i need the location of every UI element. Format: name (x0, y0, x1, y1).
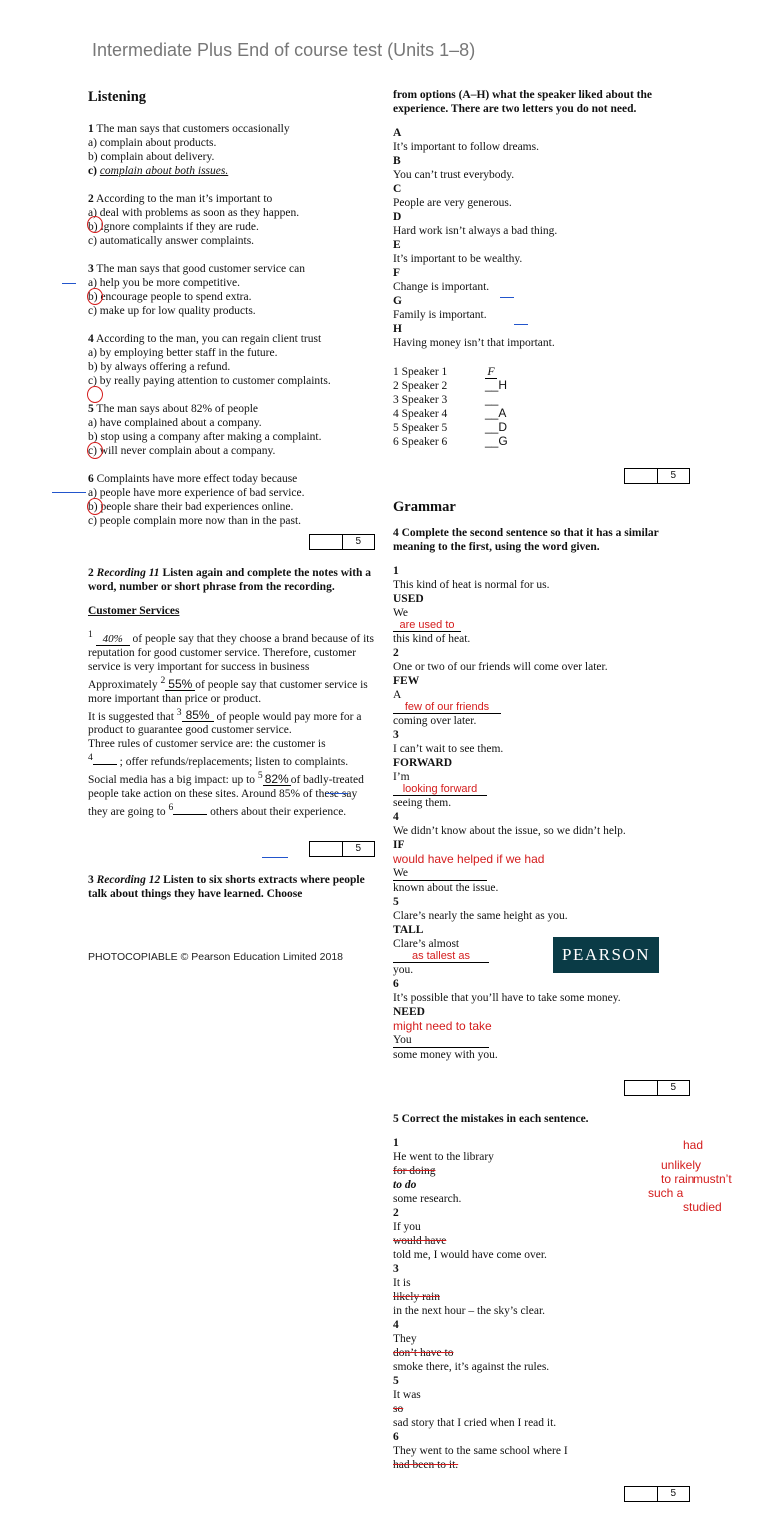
score-box: 5 (624, 1080, 690, 1096)
score-box: 5 (309, 841, 375, 857)
score-box: 5 (624, 1486, 690, 1502)
question-1-4: 4 According to the man, you can regain client trust a) by employing better staff in the future. b) by always offering a refund. c) by really paying attention to customer complaints. (88, 332, 378, 388)
right-column (393, 88, 732, 1518)
q3-instruction: 3 Recording 12 Listen to six shorts extracts where people talk about things they have learned. Choose (88, 873, 365, 900)
score-box: 5 (624, 468, 690, 484)
option[interactable]: c) automatically answer complaints. (88, 235, 255, 247)
option[interactable]: b) people share their bad experiences online. (88, 501, 294, 513)
q4-item: 6 It’s possible that you’ll have to take some money. NEED might need to take You some money with you. (393, 977, 693, 1062)
answer-circle (87, 288, 103, 305)
speaker-answers: 1 Speaker 1 F 2 Speaker 2 __ H 3 Speaker 3 __ 4 Speaker 4 __ A 5 Speaker 5 __ D 6 Speaker 6 __ G (393, 364, 508, 448)
blue-tick-mark (514, 324, 528, 325)
option[interactable]: b) stop using a company after making a complaint. (88, 431, 322, 443)
option[interactable]: b) ignore complaints if they are rude. (88, 221, 259, 233)
option[interactable]: a) help you be more competitive. (88, 277, 241, 289)
speaker-answer[interactable]: G (498, 434, 508, 448)
question-1-6: 6 Complaints have more effect today because a) people have more experience of bad service. b) people share their bad experiences online. c) people complain more now than in the past. (88, 472, 378, 528)
option[interactable]: c) make up for low quality products. (88, 305, 256, 317)
speaker-answer[interactable]: D (498, 420, 508, 434)
answer-circle (87, 498, 103, 515)
answer-field[interactable]: few of our friends (393, 702, 501, 714)
answer-field[interactable]: as tallest as (393, 951, 489, 963)
grammar-title: Grammar (393, 499, 456, 515)
option[interactable]: a) people have more experience of bad service. (88, 487, 305, 499)
q4-item: 5 Clare’s nearly the same height as you. TALL Clare’s almost as tallest as you. (393, 896, 568, 976)
answer-blank-1[interactable]: 40% (96, 634, 130, 646)
blue-tick-mark (52, 492, 86, 493)
option[interactable]: a) complain about products. (88, 137, 217, 149)
option[interactable]: a) deal with problems as soon as they happen. (88, 207, 300, 219)
option[interactable]: a) by employing better staff in the future. (88, 347, 278, 359)
page-title: Intermediate Plus End of course test (Units 1–8) (92, 40, 476, 60)
q4-item: 4 We didn’t know about the issue, so we didn’t help. IF would have helped if we had We known about the issue. (393, 810, 693, 895)
customer-services-subtitle: Customer Services (88, 605, 180, 617)
q4-instruction: 4 Complete the second sentence so that it has a similar meaning to the first, using the word given. (393, 527, 659, 553)
option[interactable]: c) people complain more now than in the past. (88, 515, 302, 527)
answer-blank-4[interactable] (93, 764, 117, 765)
correction: mustn’t (693, 1172, 732, 1186)
correction: unlikely to rain (661, 1158, 702, 1186)
correction: such a (648, 1186, 684, 1200)
q3-options: A It’s important to follow dreams. B You can’t trust everybody. C People are very generous. D Hard work isn’t always a bad thing. E It’s important to be wealthy. F Change is important. G Family is important. H Having money isn’t that important. (393, 127, 558, 349)
answer-circle (87, 386, 103, 403)
answer-field[interactable]: are used to (393, 620, 461, 632)
option[interactable]: b) encourage people to spend extra. (88, 291, 252, 303)
blue-tick-mark (62, 283, 76, 284)
blue-tick-mark (262, 857, 288, 858)
q4-item: 1 This kind of heat is normal for us. USED We are used to this kind of heat. (393, 565, 550, 645)
question-1-3: 3 The man says that good customer service can a) help you be more competitive. b) encourage people to spend extra. c) make up for low quality products. (88, 262, 378, 318)
option[interactable]: b) complain about delivery. (88, 151, 215, 163)
listening-title: Listening (88, 89, 147, 105)
option[interactable]: c) complain about both issues. (88, 165, 229, 177)
pearson-logo: PEARSON (553, 937, 659, 973)
question-1-2: 2 According to the man it’s important to a) deal with problems as soon as they happen. b) ignore complaints if they are rude. c) automatically answer complaints. (88, 192, 378, 248)
q5-instruction: 5 Correct the mistakes in each sentence. (393, 1113, 589, 1125)
q3-instruction-cont: from options (A–H) what the speaker liked about the experience. There are two letters you do not need. (393, 89, 652, 115)
answer-field[interactable]: looking forward (393, 784, 487, 796)
q2-instruction: 2 Recording 11 Listen again and complete the notes with a word, number or short phrase from the recording. (88, 567, 372, 593)
question-1-1: 1 The man says that customers occasionally a) complain about products. b) complain about delivery. c) complain about both issues. (88, 122, 378, 178)
option[interactable]: c) will never complain about a company. (88, 445, 276, 457)
speaker-answer[interactable]: A (498, 406, 507, 420)
option[interactable]: b) by always offering a refund. (88, 361, 231, 373)
answer-blank-5[interactable]: 82% (264, 772, 289, 787)
notes-paragraph: $^1$ 40% of people say that they choose a brand because of its reputation for good customer service. Therefore, customer service is very important for success in business Approximately $^2$ 55% of people say that customer service is more important than price or product. It is suggested that $^3$ 85% of people would pay more for a product to guarantee good customer service. Three rules of customer service are: the customer is $^4$ ; offer refunds/replacements; listen to complaints. Social media has a big impact: up to $^5$ 82% of badly-treated people take action on these sites. Around 85% of these say they are going to $^6$ others about their experience. (88, 629, 374, 818)
answer-circle (87, 216, 103, 233)
score-box: 5 (309, 534, 375, 550)
answer-blank-2[interactable]: 55% (165, 679, 195, 691)
q4-item: 2 One or two of our friends will come over later. FEW A few of our friends coming over later. (393, 647, 608, 727)
q5-items: 1 He went to the library for doing to do some research. 2 If you would have told me, I would have come over. 3 It is likely rain in the next hour – the sky’s clear. 4 They don’t have to smoke there, it’s against the rules. 5 It was so sad story that I cried when I read it. 6 They went to the same school where I had been to it. had unlikely to rain mustn’t such a studied (393, 1137, 732, 1471)
answer-field[interactable]: might need to take (393, 1019, 492, 1033)
question-1-5: 5 The man says about 82% of people a) have complained about a company. b) stop using a company after making a complaint. c) will never complain about a company. (88, 402, 378, 458)
copyright-footer: PHOTOCOPIABLE © Pearson Education Limited 2018 (88, 951, 344, 963)
speaker-answer[interactable]: __ (485, 392, 499, 406)
blue-tick-mark (326, 793, 348, 794)
left-column (88, 86, 378, 911)
correction: had (683, 1138, 704, 1152)
option[interactable]: a) have complained about a company. (88, 417, 262, 429)
option[interactable]: c) by really paying attention to customer complaints. (88, 375, 331, 387)
answer-blank-6[interactable] (173, 814, 207, 815)
blue-tick-mark (500, 297, 514, 298)
answer-field[interactable]: would have helped if we had (393, 852, 545, 866)
answer-circle (87, 442, 103, 459)
speaker-answer[interactable]: H (498, 378, 508, 392)
correction: studied (683, 1200, 722, 1214)
q4-item: 3 I can’t wait to see them. FORWARD I’m looking forward seeing them. (393, 729, 504, 809)
answer-blank-3[interactable]: 85% (182, 710, 214, 722)
speaker-answer[interactable]: F (485, 364, 497, 379)
